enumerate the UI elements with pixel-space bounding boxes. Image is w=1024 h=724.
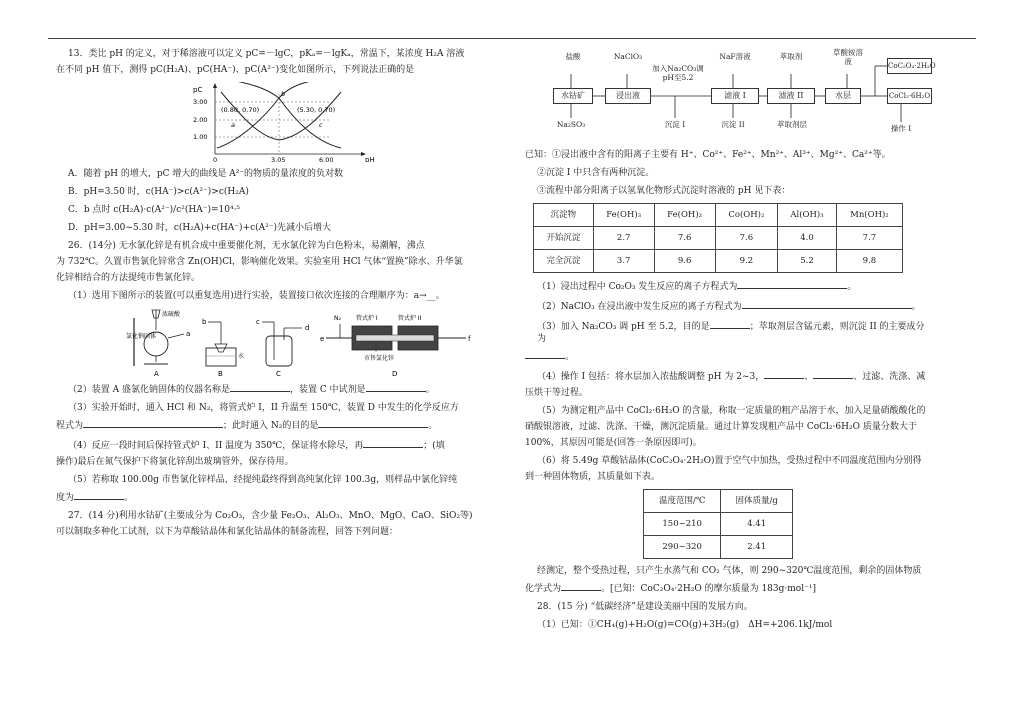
answer-blank[interactable] [230, 382, 290, 392]
label-D: D [392, 370, 398, 378]
table-header-row [534, 204, 903, 227]
table-cell: Fe(OH)₂ [654, 204, 715, 227]
table-cell: 7.7 [836, 227, 902, 250]
flow-aqueous: 水层 [825, 88, 861, 104]
interface-f: f [468, 335, 471, 343]
y-tick-1: 1.00 [193, 133, 208, 141]
left-column [56, 48, 486, 544]
q13-option-c: C．b 点时 c(H₂A)·c(A²⁻)/c²(HA⁻)=10⁴·⁵ [68, 205, 241, 215]
q26-stem-1: 26．(14分) 无水氯化锌是有机合成中重要催化剂，无水氯化锌为白色粉末，易潮解，沸点 [68, 241, 425, 251]
q13-stem-2: 在不同 pH 值下，测得 pC(H₂A)、pC(HA⁻)、pC(A²⁻)变化如图所示，下列说法正确的是 [56, 65, 415, 75]
answer-blank[interactable] [764, 369, 804, 379]
q28-part-1: （1）已知：①CH₄(g)+H₂O(g)=CO(g)+3H₂(g) ΔH=+206.1kJ/mol [537, 620, 833, 630]
q26-part-4c: 操作)最后在氮气保护下将氯化锌刮出玻璃管外，保存待用。 [56, 457, 294, 467]
q27-part-3c: 。 [525, 349, 930, 363]
q27-part-5c: 100%，其原因可能是(回答一条原因即可)。 [525, 438, 702, 448]
label-zncl2: 市售氯化锌 [364, 355, 395, 362]
q13-option-b: B．pH=3.50 时，c(HA⁻)>c(A²⁻)>c(H₂A) [68, 187, 249, 197]
table-cell: Co(OH)₂ [715, 204, 778, 227]
q27-part-6d: 化学式为 。[已知：CoC₂O₄·2H₂O 的摩尔质量为 183g·mol⁻¹] [525, 581, 930, 595]
flow-ppt-2: 沉淀 II [721, 120, 745, 129]
y-axis-arrow [213, 83, 217, 88]
label-B: B [218, 370, 223, 378]
flow-hcl: 盐酸 [565, 52, 581, 61]
curve-h2a [217, 82, 331, 148]
table-cell: 9.2 [715, 250, 778, 273]
table-header-row [644, 490, 793, 513]
q27-stem-2: 可以制取多种化工试剂，以下为草酸钴晶体和氯化钴晶体的制备流程，回答下列问题： [56, 527, 399, 537]
pc-ph-chart [191, 82, 391, 162]
q27-part-5b: 硝酸银溶液，过滤、洗涤、干燥，测沉淀质量。通过计算发现粗产品中 CoCl₂·6H₂O 质量分数大于 [525, 422, 917, 432]
q27-mass-table [643, 489, 793, 559]
flow-operation-1: 操作 I [890, 124, 912, 133]
flow-filtrate-1: 滤液 I [711, 88, 759, 104]
q13-graph [191, 82, 391, 162]
q13-stem-1: 13．类比 pH 的定义，对于稀溶液可以定义 pC=－lgC，pKₐ=－lgKₐ，常温下，某浓度 H₂A 溶液 [68, 49, 465, 59]
x-axis-label: pH [365, 156, 375, 162]
table-cell: Al(OH)₃ [778, 204, 837, 227]
answer-blank[interactable] [561, 581, 601, 591]
table-cell: 7.6 [715, 227, 778, 250]
label-nacl-solid: 氯化钠固体 [126, 333, 157, 340]
q26-stem-3: 化锌相结合的方法提纯市售氯化锌。 [56, 273, 201, 283]
q27-part-4: （4）操作 I 包括：将水层加入浓盐酸调整 pH 为 2~3， 、 、过滤、洗涤、减 [525, 369, 930, 383]
flow-ore: 水钴矿 [553, 88, 593, 104]
q27-ph-table [533, 203, 903, 273]
label-n2: N₂ [334, 315, 341, 322]
flow-oxalate: 草酸铵溶液 [833, 48, 863, 66]
point-a-label: a [231, 121, 235, 129]
q27-part-4d: 压烘干等过程。 [525, 388, 589, 398]
table-cell: 290~320 [644, 536, 721, 559]
q26-part-3a: （3）实验开始时，通入 HCl 和 N₂，将管式炉 I，II 升温至 150℃，装置 D 中发生的化学反应方 [68, 403, 459, 413]
q26-stem-2: 为 732℃。久置市售氯化锌常含 Zn(OH)Cl，影响催化效果。实验室用 HCl 气体“置换”除水、升华氯 [56, 257, 463, 267]
flow-na2so3: Na₂SO₃ [556, 120, 586, 129]
flow-product-chloride: CoCl₂·6H₂O [887, 88, 932, 104]
q13-option-a: A．随着 pH 的增大，pC 增大的曲线是 A²⁻的物质的量浓度的负对数 [68, 169, 344, 179]
q27-part-6b: 到一种固体物质，其质量如下表。 [525, 472, 661, 482]
apparatus-c [256, 318, 309, 378]
table-cell: 沉淀物 [534, 204, 594, 227]
right-column [525, 48, 936, 637]
y-tick-2: 2.00 [193, 116, 208, 124]
q27-part-6a: （6）将 5.49g 草酸钴晶体(CoC₂O₄·2H₂O)置于空气中加热，受热过程中不同温度范围内分别得 [537, 456, 922, 466]
table-cell: 4.41 [721, 513, 793, 536]
q27-part-2: （2）NaClO₃ 在浸出液中发生反应的离子方程式为 。 [525, 299, 930, 313]
curve-ha [221, 92, 341, 140]
flow-naclo3: NaClO₃ [613, 52, 643, 61]
x-tick-305: 3.05 [271, 156, 286, 162]
interface-a: a [186, 330, 191, 338]
table-cell: Fe(OH)₃ [593, 204, 654, 227]
table-cell: 完全沉淀 [534, 250, 594, 273]
interface-c: c [256, 318, 260, 326]
flow-ppt-1: 沉淀 I [664, 120, 686, 129]
answer-blank[interactable] [363, 438, 423, 448]
table-cell: 5.2 [778, 250, 837, 273]
apparatus-a [126, 310, 190, 378]
answer-blank[interactable] [737, 279, 847, 289]
table-cell: 开始沉淀 [534, 227, 594, 250]
answer-blank[interactable] [74, 490, 124, 500]
table-cell: 温度范围/℃ [644, 490, 721, 513]
y-tick-3: 3.00 [193, 98, 208, 106]
table-row [644, 536, 793, 559]
label-water: 水 [238, 353, 245, 360]
table-row [534, 250, 903, 273]
interface-e: e [320, 335, 325, 343]
q26-part-5b: 度为 。 [56, 490, 486, 504]
q27-part-3: （3）加入 Na₂CO₃ 调 pH 至 5.2，目的是 ；萃取剂层含锰元素，则沉淀 II 的主要成分为 [525, 319, 930, 345]
interface-b: b [202, 318, 207, 326]
q26-part-5: （5）若称取 100.00g 市售氯化锌样品，经提纯最终得到高纯氯化锌 100.3g，则样品中氯化锌纯 [68, 475, 458, 485]
answer-blank[interactable] [525, 349, 565, 359]
table-cell: 2.7 [593, 227, 654, 250]
table-row [644, 513, 793, 536]
flow-naf: NaF溶液 [719, 52, 751, 61]
table-cell: 150~210 [644, 513, 721, 536]
flow-extractant: 萃取剂 [779, 52, 803, 61]
q27-part-6c: 经测定，整个受热过程，只产生水蒸气和 CO₂ 气体，则 290~320℃温度范围，剩余的固体物质 [537, 566, 922, 576]
q27-known-1: 已知：①浸出液中含有的阳离子主要有 H⁺、Co²⁺、Fe²⁺、Mn²⁺、Al³⁺、Mg²⁺、Ca²⁺等。 [525, 150, 891, 160]
table-cell: 2.41 [721, 536, 793, 559]
q26-part-4: （4）反应一段时间后保持管式炉 I、II 温度为 350℃，保证将水除尽，再 ；(填 [56, 438, 486, 452]
table-cell: 9.6 [654, 250, 715, 273]
table-cell: 9.8 [836, 250, 902, 273]
label-conc-acid: 浓硫酸 [162, 311, 181, 318]
q27-known-3: ③流程中部分阳离子以氢氧化物形式沉淀时溶液的 pH 见下表： [537, 186, 791, 196]
interface-d: d [305, 324, 310, 332]
flow-add-na2co3: 加入Na₂CO₃调pH至5.2 [652, 64, 704, 82]
point-c-coords: (5.30, 0.70) [297, 106, 336, 114]
label-furnace-1: 管式炉 I [356, 315, 378, 322]
table-row [534, 227, 903, 250]
flow-filtrate-2: 滤液 II [767, 88, 815, 104]
q13-option-d: D．pH=3.00~5.30 时，c(H₂A)+c(HA⁻)+c(A²⁻)先减小后增大 [68, 223, 332, 233]
flow-extract-layer: 萃取剂层 [777, 120, 807, 129]
flow-leachate: 浸出液 [605, 88, 651, 104]
table-cell: 7.6 [654, 227, 715, 250]
label-A: A [154, 370, 159, 378]
q26-part-3b: 程式为 ；此时通入 N₂的目的是 。 [56, 418, 486, 432]
q26-part-2: （2）装置 A 盛氯化钠固体的仪器名称是 ，装置 C 中试剂是 。 [56, 382, 486, 396]
table-cell: 4.0 [778, 227, 837, 250]
apparatus-b [202, 318, 244, 378]
answer-blank[interactable] [318, 418, 428, 428]
apparatus-diagram [56, 308, 486, 378]
q27-stem-1: 27．(14 分)利用水钴矿(主要成分为 Co₂O₃，含少量 Fe₂O₃、Al₂O₃、MnO、MgO、CaO、SiO₂等) [68, 511, 473, 521]
q27-known-2: ②沉淀 I 中只含有两种沉淀。 [537, 168, 655, 178]
answer-blank[interactable] [83, 418, 223, 428]
table-cell: 固体质量/g [721, 490, 793, 513]
q26-part-1: （1）选用下图所示的装置(可以重复选用)进行实验，装置接口依次连接的合理顺序为：a→__。 [68, 291, 445, 301]
y-axis-label: pC [193, 86, 203, 94]
answer-blank[interactable] [366, 382, 426, 392]
answer-blank[interactable] [710, 319, 750, 329]
point-c-label: c [319, 121, 323, 129]
point-b-label: b [281, 90, 286, 98]
table-cell: 3.7 [593, 250, 654, 273]
q27-part-5a: （5）为测定粗产品中 CoCl₂·6H₂O 的含量，称取一定质量的粗产品溶于水，加入足量硝酸酸化的 [537, 406, 926, 416]
point-a-coords: (0.80, 0.70) [221, 106, 260, 114]
answer-blank[interactable] [742, 299, 912, 309]
label-furnace-2: 管式炉 II [398, 315, 422, 322]
label-C: C [276, 370, 281, 378]
table-cell: Mn(OH)₂ [836, 204, 902, 227]
header-rule [48, 38, 976, 39]
q26-apparatus [56, 308, 486, 376]
q27-part-1: （1）浸出过程中 Co₂O₃ 发生反应的离子方程式为 。 [525, 279, 930, 293]
answer-blank[interactable] [813, 369, 853, 379]
x-tick-0: 0 [213, 156, 218, 162]
q27-flowchart [525, 48, 936, 143]
q28-stem: 28．(15 分) “低碳经济”是建设美丽中国的发展方向。 [537, 602, 753, 612]
flow-product-oxalate: CoC₂O₄·2H₂O [887, 58, 932, 74]
apparatus-d [320, 314, 471, 378]
x-tick-600: 6.00 [319, 156, 334, 162]
